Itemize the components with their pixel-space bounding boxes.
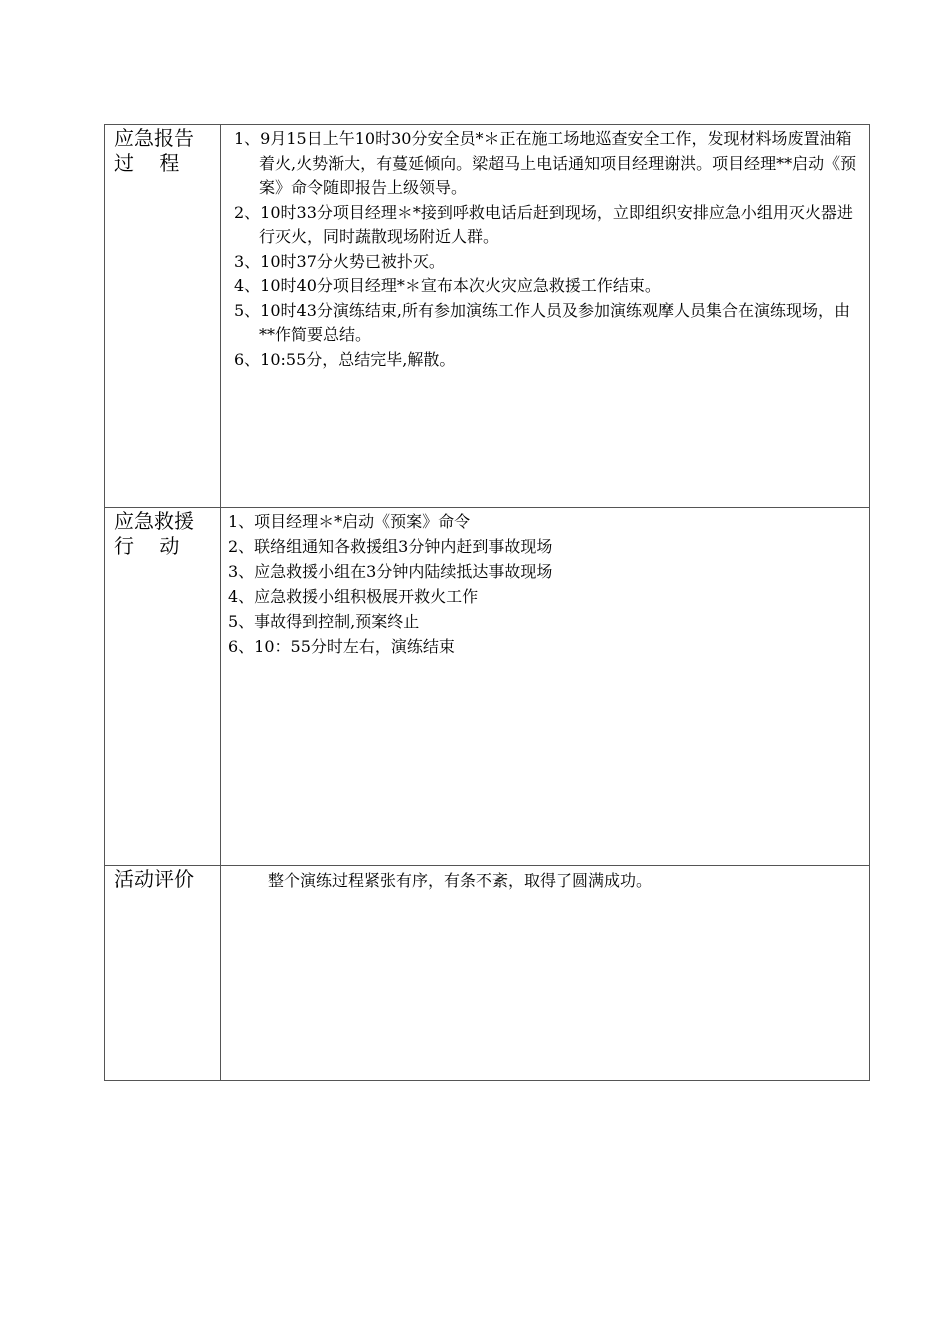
activity-evaluation-label-cell [105, 866, 221, 1081]
report-item: 4、10时40分项目经理*＊宣布本次火灾应急救援工作结束。 [234, 276, 661, 295]
rescue-action-label: 应急救援 行 动 [114, 509, 194, 558]
activity-evaluation-content-cell [221, 866, 870, 1081]
report-item: 1、9月15日上午10时30分安全员*＊正在施工场地巡查安全工作，发现材料场废置油箱着火,火势渐大，有蔓延倾向。梁超马上电话通知项目经理谢洪。项目经理**启动《预案》命令随即报告上级领导。 [234, 129, 857, 197]
rescue-item: 6、10：55分时左右，演练结束 [228, 637, 455, 656]
activity-evaluation-label: 活动评价 [114, 867, 194, 891]
activity-evaluation-row [105, 866, 870, 1081]
rescue-item: 2、联络组通知各救援组3分钟内赶到事故现场 [228, 537, 553, 556]
rescue-action-row [105, 508, 870, 866]
report-item: 5、10时43分演练结束,所有参加演练工作人员及参加演练观摩人员集合在演练现场，由**作简要总结。 [234, 300, 850, 344]
emergency-report-content-cell [221, 125, 870, 508]
rescue-action-label-cell [105, 508, 221, 866]
rescue-action-content-cell [221, 508, 870, 866]
emergency-report-list [221, 125, 869, 372]
rescue-item: 1、项目经理＊*启动《预案》命令 [228, 512, 471, 531]
drill-report-table [104, 124, 870, 1081]
activity-evaluation-text: 整个演练过程紧张有序，有条不紊，取得了圆满成功。 [268, 871, 653, 890]
report-item: 2、10时33分项目经理＊*接到呼救电话后赶到现场，立即组织安排应急小组用灭火器进行灭火，同时蔬散现场附近人群。 [234, 202, 853, 246]
report-item: 3、10时37分火势已被扑灭。 [234, 251, 445, 271]
emergency-report-row [105, 125, 870, 508]
rescue-item: 5、事故得到控制,预案终止 [228, 612, 420, 631]
rescue-action-list [221, 508, 869, 659]
report-item: 6、10:55分，总结完毕,解散。 [234, 349, 456, 369]
emergency-report-label-cell [105, 125, 221, 508]
rescue-item: 3、应急救援小组在3分钟内陆续抵达事故现场 [228, 562, 553, 581]
rescue-item: 4、应急救援小组积极展开救火工作 [228, 587, 479, 606]
emergency-report-label: 应急报告 过 程 [114, 126, 194, 175]
